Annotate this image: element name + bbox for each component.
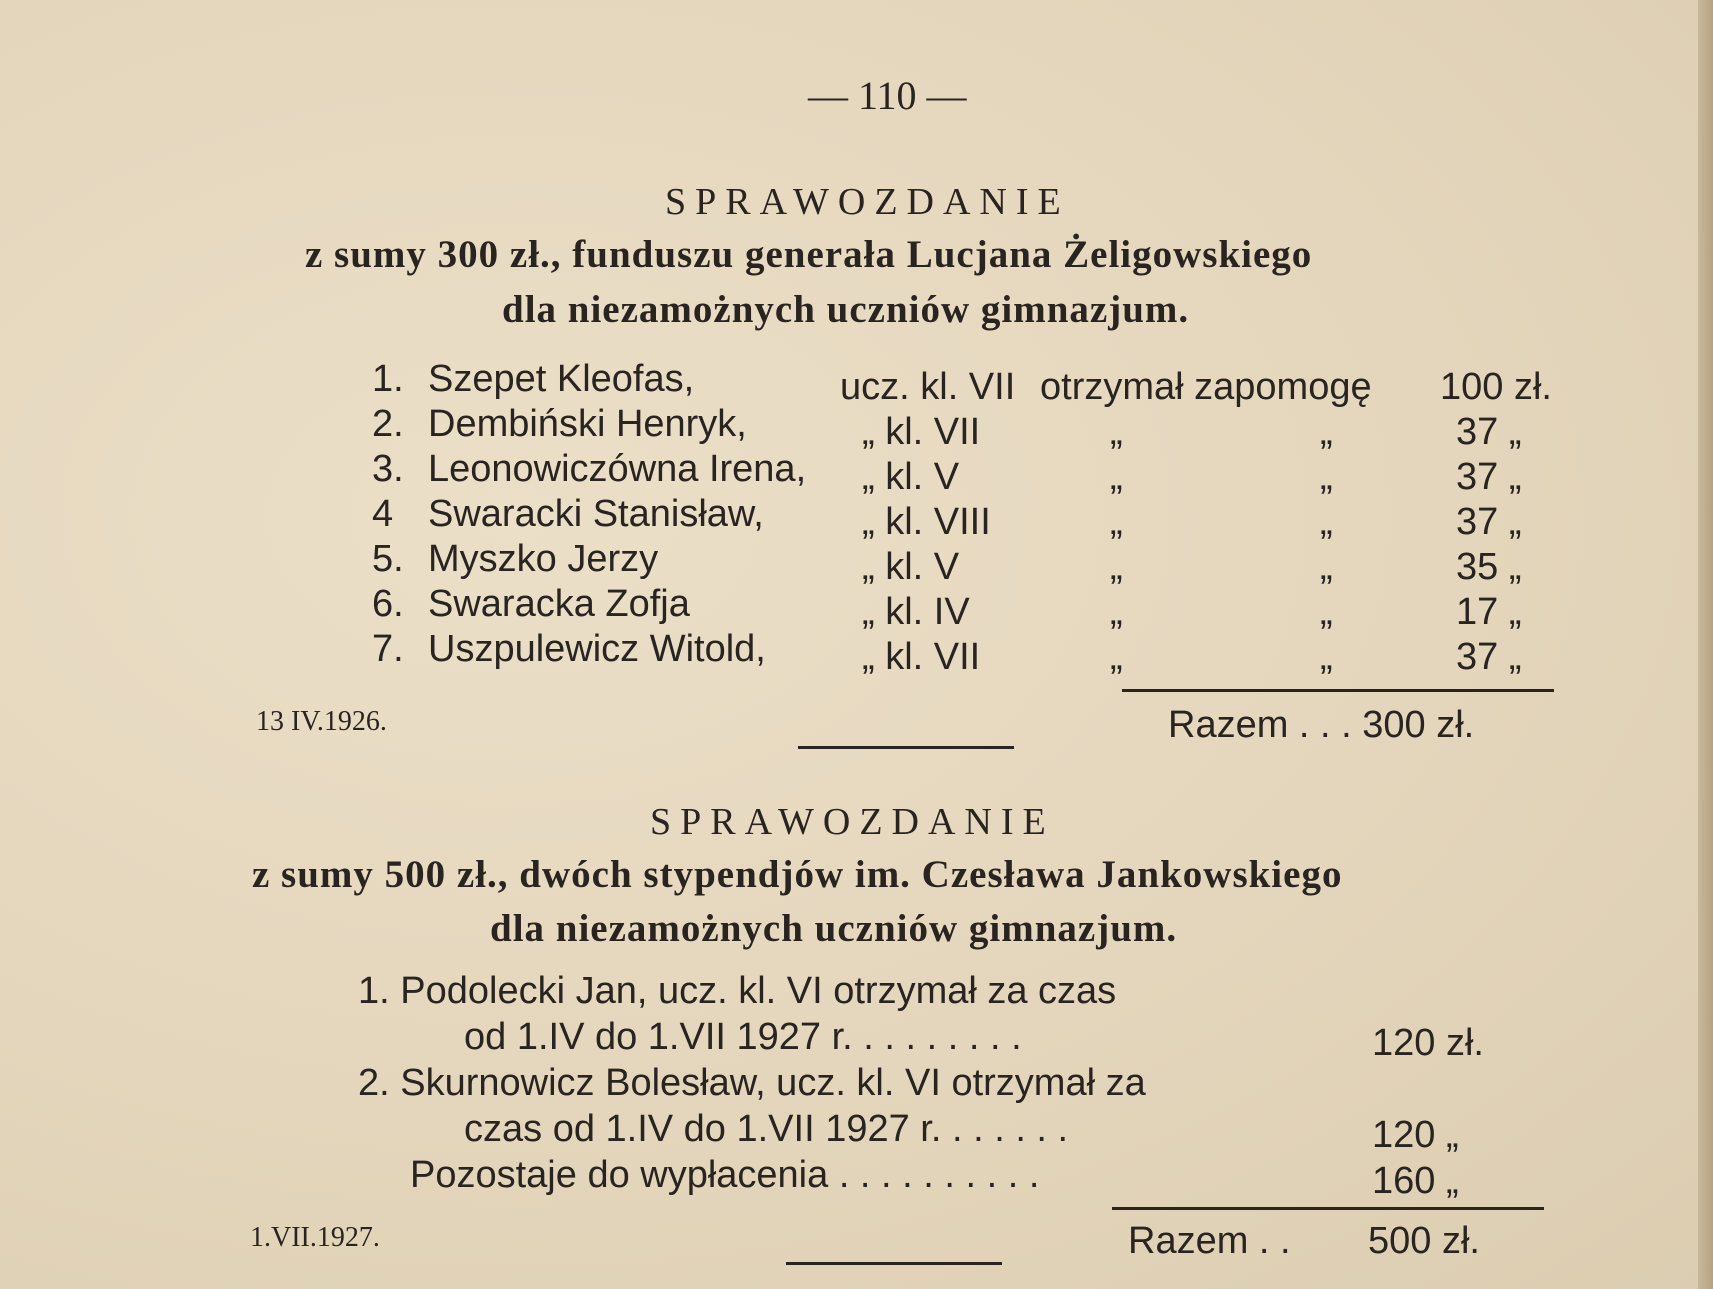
report1-row-class: „ kl. VIII	[862, 501, 991, 543]
report2-line-amount: 120 zł.	[1372, 1022, 1484, 1064]
report2-line: czas od 1.IV do 1.VII 1927 r. . . . . . .	[464, 1108, 1069, 1150]
report1-row-amount: 37 „	[1456, 501, 1522, 543]
report1-row-name: Swaracka Zofja	[428, 583, 690, 625]
report2-total-label: Razem . .	[1128, 1220, 1291, 1262]
report1-date: 13 IV.1926.	[256, 706, 387, 737]
report1-row-number: 2.	[372, 403, 404, 445]
report1-row-class: ucz. kl. VII	[840, 366, 1016, 408]
report1-row-name: Dembiński Henryk,	[428, 403, 747, 445]
report1-row-ditto: „	[1110, 546, 1123, 588]
report1-row-ditto: „	[1320, 591, 1333, 633]
report1-row-amount: 35 „	[1456, 546, 1522, 588]
report1-row-ditto: „	[1320, 546, 1333, 588]
report1-row-name: Leonowiczówna Irena,	[428, 448, 807, 490]
section-separator	[786, 1262, 1002, 1265]
report1-row-class: „ kl. V	[862, 546, 960, 588]
report1-row-amount: 37 „	[1456, 636, 1522, 678]
report1-row-number: 4	[372, 493, 394, 535]
report1-row-ditto: „	[1110, 591, 1123, 633]
report2-line: 1. Podolecki Jan, ucz. kl. VI otrzymał za czas	[358, 970, 1117, 1012]
report1-row-number: 7.	[372, 628, 404, 670]
report1-subtitle-line2: dla niezamożnych uczniów gimnazjum.	[502, 288, 1190, 331]
report1-row-ditto: „	[1110, 501, 1123, 543]
report2-total-rule	[1112, 1207, 1544, 1210]
report1-row-amount: 17 „	[1456, 591, 1522, 633]
report1-row-amount: 100 zł.	[1440, 366, 1552, 408]
report1-row-amount: 37 „	[1456, 411, 1522, 453]
book-spine-shadow	[1698, 0, 1713, 1289]
report2-line: 2. Skurnowicz Bolesław, ucz. kl. VI otrzymał za	[358, 1062, 1146, 1104]
report2-line: Pozostaje do wypłacenia . . . . . . . . . .	[410, 1154, 1040, 1196]
report1-row-ditto: „	[1320, 636, 1333, 678]
report2-date: 1.VII.1927.	[250, 1222, 380, 1253]
section-separator	[798, 746, 1014, 749]
report1-heading: SPRAWOZDANIE	[665, 181, 1070, 223]
report1-row-class: „ kl. VII	[862, 636, 981, 678]
page-number: — 110 —	[808, 73, 967, 118]
report1-row-ditto: „	[1320, 456, 1333, 498]
report2-subtitle-line1: z sumy 500 zł., dwóch stypendjów im. Czesława Jankowskiego	[252, 853, 1343, 896]
report1-row-ditto: „	[1110, 456, 1123, 498]
report1-row-ditto: „	[1110, 411, 1123, 453]
report1-subtitle-line1: z sumy 300 zł., funduszu generała Lucjana Żeligowskiego	[305, 233, 1313, 276]
report1-row-class: „ kl. IV	[862, 591, 970, 633]
report1-row-number: 1.	[372, 358, 404, 400]
report1-row-amount: 37 „	[1456, 456, 1522, 498]
report1-row-ditto: „	[1320, 411, 1333, 453]
report1-row-class: „ kl. VII	[862, 411, 981, 453]
report1-row-number: 6.	[372, 583, 404, 625]
report1-row-name: Szepet Kleofas,	[428, 358, 695, 400]
report1-row-number: 3.	[372, 448, 404, 490]
report2-heading: SPRAWOZDANIE	[650, 801, 1055, 843]
report1-row-name: Myszko Jerzy	[428, 538, 659, 580]
report1-total: Razem . . . 300 zł.	[1168, 704, 1475, 746]
report2-subtitle-line2: dla niezamożnych uczniów gimnazjum.	[490, 907, 1178, 950]
report1-row-name: Swaracki Stanisław,	[428, 493, 764, 535]
report2-line-amount: 160 „	[1372, 1160, 1459, 1202]
report1-row-ditto: „	[1110, 636, 1123, 678]
report2-line-amount: 120 „	[1372, 1114, 1459, 1156]
report2-total-amount: 500 zł.	[1368, 1220, 1480, 1262]
report1-total-rule	[1122, 689, 1554, 692]
report1-row-class: „ kl. V	[862, 456, 960, 498]
report1-row-ditto: „	[1320, 501, 1333, 543]
report1-row-name: Uszpulewicz Witold,	[428, 628, 766, 670]
report1-row-action: otrzymał zapomogę	[1040, 366, 1372, 408]
report2-line: od 1.IV do 1.VII 1927 r. . . . . . . . .	[464, 1016, 1022, 1058]
report1-row-number: 5.	[372, 538, 404, 580]
